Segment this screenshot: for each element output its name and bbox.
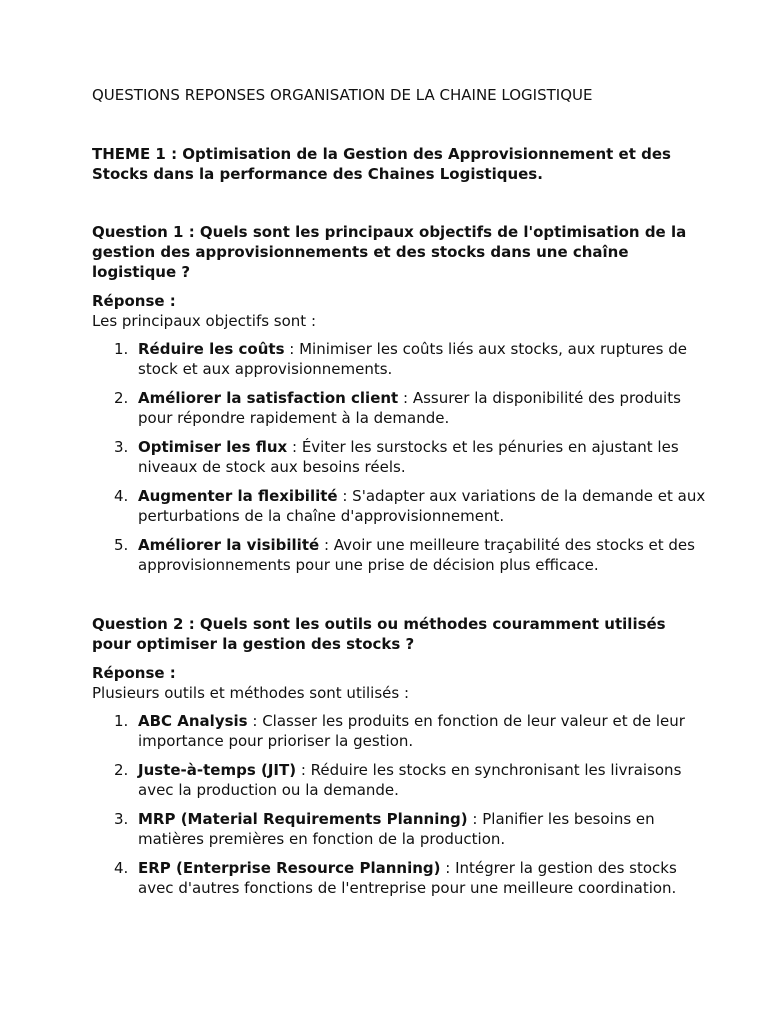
list-item	[114, 809, 708, 849]
list-item-term: ERP (Enterprise Resource Planning)	[138, 859, 441, 877]
list-item	[114, 388, 708, 428]
list-item-number: 2.	[114, 389, 129, 407]
list-item-text: : Classer les produits en fonction de leur valeur et de leur importance pour prioriser la gestion.	[138, 712, 685, 750]
list-item-number: 5.	[114, 536, 129, 554]
list-item	[114, 339, 708, 379]
list-item-term: Améliorer la satisfaction client	[138, 389, 399, 407]
list-item-number: 3.	[114, 810, 129, 828]
question-2-title: Question 2 : Quels sont les outils ou méthodes couramment utilisés pour optimiser la gestion des stocks ?	[92, 615, 666, 653]
theme-heading: THEME 1 : Optimisation de la Gestion des Approvisionnement et des Stocks dans la performance des Chaines Logistiques.	[92, 145, 671, 183]
question-2-methods-list	[92, 711, 708, 898]
list-item-number: 1.	[114, 712, 129, 730]
list-item-text: : Réduire les stocks en synchronisant les livraisons avec la production ou la demande.	[138, 761, 682, 799]
list-item	[114, 535, 708, 575]
list-item-number: 2.	[114, 761, 129, 779]
question-2-section	[92, 614, 708, 898]
list-item-term: Réduire les coûts	[138, 340, 285, 358]
question-1-objectives-list	[92, 339, 708, 575]
list-item-text: : Intégrer la gestion des stocks avec d'autres fonctions de l'entreprise pour une meilleure coordination.	[138, 859, 677, 897]
list-item-text: : Planifier les besoins en matières premières en fonction de la production.	[138, 810, 655, 848]
question-1-answer-label: Réponse :	[92, 292, 176, 310]
list-item-term: Améliorer la visibilité	[138, 536, 320, 554]
question-1-answer-intro: Les principaux objectifs sont :	[92, 312, 317, 330]
question-1-title: Question 1 : Quels sont les principaux objectifs de l'optimisation de la gestion des approvisionnements et des stocks dans une chaîne logistique ?	[92, 223, 687, 281]
list-item-number: 4.	[114, 487, 129, 505]
list-item-term: Optimiser les flux	[138, 438, 288, 456]
list-item-term: Juste-à-temps (JIT)	[138, 761, 297, 779]
question-1-section	[92, 222, 708, 575]
list-item	[114, 858, 708, 898]
list-item	[114, 486, 708, 526]
list-item-number: 1.	[114, 340, 129, 358]
list-item-term: ABC Analysis	[138, 712, 248, 730]
document-title: QUESTIONS REPONSES ORGANISATION DE LA CHAINE LOGISTIQUE	[92, 86, 593, 104]
list-item-term: Augmenter la flexibilité	[138, 487, 338, 505]
list-item-number: 4.	[114, 859, 129, 877]
list-item-text: : Éviter les surstocks et les pénuries en ajustant les niveaux de stock aux besoins réels.	[138, 438, 679, 476]
question-2-answer-label: Réponse :	[92, 664, 176, 682]
list-item	[114, 437, 708, 477]
list-item-number: 3.	[114, 438, 129, 456]
list-item-text: : Minimiser les coûts liés aux stocks, aux ruptures de stock et aux approvisionnements.	[138, 340, 687, 378]
list-item	[114, 711, 708, 751]
list-item-text: : Avoir une meilleure traçabilité des stocks et des approvisionnements pour une prise de décision plus efficace.	[138, 536, 695, 574]
question-2-answer-intro: Plusieurs outils et méthodes sont utilisés :	[92, 684, 410, 702]
list-item-term: MRP (Material Requirements Planning)	[138, 810, 468, 828]
list-item-text: : S'adapter aux variations de la demande et aux perturbations de la chaîne d'approvisionnement.	[138, 487, 706, 525]
list-item	[114, 760, 708, 800]
list-item-text: : Assurer la disponibilité des produits pour répondre rapidement à la demande.	[138, 389, 681, 427]
